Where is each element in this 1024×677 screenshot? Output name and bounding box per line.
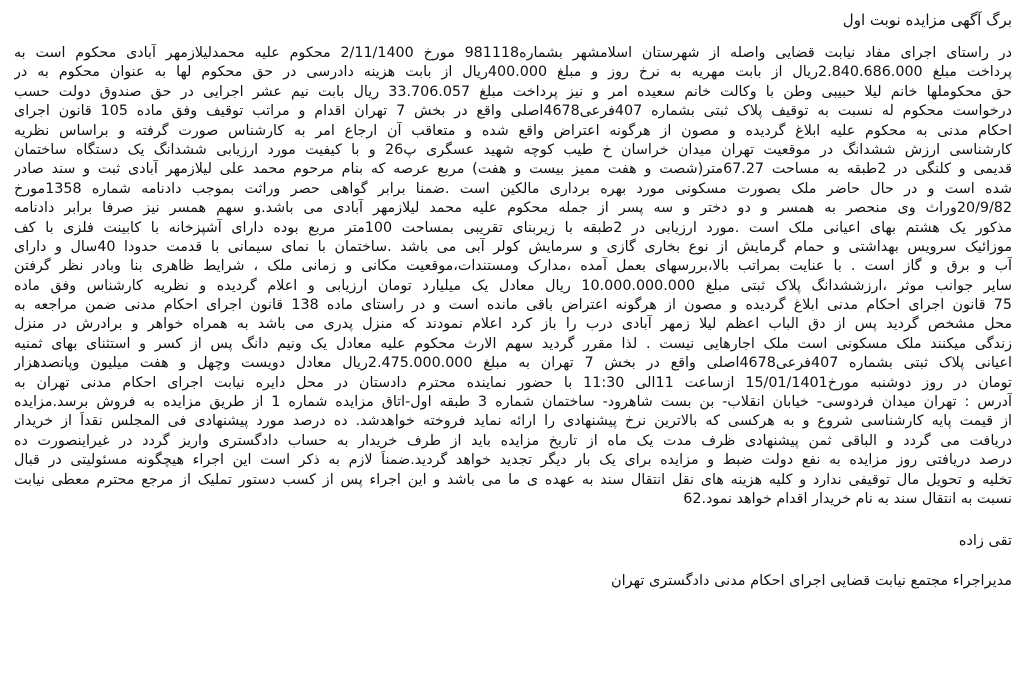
notice-body-line: مذکور یک هشتم بهای اعیانی ملک است .مورد ارزیابی در 2طبقه با زیربنای تقریبی بمساحت 100متر مربع بوده دارای آشپزخانه با کابینت فلزی با کف bbox=[14, 219, 1012, 236]
notice-body-line: تخلیه و تحویل مال توقیفی ندارد و کلیه هزینه های نقل انتقال سند به عهده ی ما می باشد و این اجراء پس از کسب دستور تملیک از مرجع محترم معطی نیابت bbox=[14, 471, 1012, 488]
notice-body-line: زندگی میکنند ملک مسکونی است ملک اجارهایی نیست . لذا مقرر گردید سهم الارث محکوم علیه معادل یک ونیم دانگ پس از کسر و استثنای بهای ثمنیه bbox=[14, 335, 1012, 352]
notice-body-line: اعیانی پلاک ثبتی بشماره 407فرعی4678اصلی واقع در بخش 7 تهران به مبلغ 2.475.000.000ریال معادل دویست وچهل و هفت میلیون وپانصدهزار bbox=[14, 355, 1012, 372]
notice-title: برگ آگهی مزایده نوبت اول bbox=[842, 11, 1012, 29]
notice-body-line: پرداخت مبلغ 2.840.686.000ریال از بابت مهریه به نرخ روز و مبلغ 400.000ریال از بابت هزینه دادرسی در حق محکوم لها به عنوان محکوم به در bbox=[14, 64, 1012, 81]
notice-body-line: آب و برق و گاز است . با عنایت بمراتب بالا،بررسهای بعمل آمده ،مدارک ومستندات،موقعیت مکانی و زمانی ملک ، شرایط ظاهری بنا وبادر نظر گرفتن bbox=[14, 258, 1012, 275]
notice-body-line: موزائیک سرویس بهداشتی و حمام گرمایش از نوع بخاری گازی و سرمایش کولر آبی می باشد .ساختمان با نمای سیمانی با قدمت حدودا 40سال و دارای bbox=[14, 238, 1012, 255]
signer-name: تقی زاده bbox=[958, 533, 1012, 550]
notice-body-line: آدرس : تهران میدان فردوسی- خیابان انقلاب- بن بست شاهرود- ساختمان شماره 3 طبقه اول-اتاق مزایده شماره 1 از طریق مزایده به فروش برسد.مزایده bbox=[14, 394, 1012, 411]
notice-body-line: حق محکوملها خانم لیلا حبیبی وطن با وکالت خانم سعیده امر و نیز پرداخت مبلغ 33.706.057 ریال بابت نیم عشر اجرایی در حق صندوق دولت حسب bbox=[14, 83, 1012, 100]
notice-body-line: کارشناسی ارزش ششدانگ در موقعیت تهران میدان خراسان خ طیب کوچه شهید عسگری پ26 و با کیفیت مورد ارزیابی ششدانگ یک دستگاه ساختمان bbox=[14, 141, 1012, 158]
notice-body-line: درخواست محکوم له نسبت به توقیف پلاک ثبتی بشماره 407فرعی4678اصلی واقع در بخش 7 تهران اقدام و مراتب توقیف وفق ماده 105 قانون اجرای bbox=[14, 103, 1012, 120]
notice-body-line: 20/9/82وراث وی منحصر به همسر و دو دختر و سه پسر از جمله محکوم علیه محمد لیلازمهر آبادی می باشد.و سهم همسر نیز صرفا برابر دادنامه bbox=[14, 200, 1012, 217]
notice-body-line: از قیمت پایه کارشناسی شروع و به هرکسی که بالاترین نرخ پیشنهادی را ارائه نماید فروخته خواهدشد. ده درصد مورد پیشنهادی فی المجلس نقداً از خریدار bbox=[14, 413, 1012, 430]
notice-body-line: سایر جوانب موثر ،ارزششدانگ پلاک ثبتی مبلغ 10.000.000.000 ریال معادل یک میلیارد تومان ارزیابی و اعلام گردیده و نظریه کارشناس وفق ماده bbox=[14, 277, 1012, 294]
notice-body-line: دریافت می گردد و الباقی ثمن پیشنهادی ظرف مدت یک ماه از تاریخ مزایده باید از طرف خریدار به حساب دادگستری واریز گردد در غیراینصورت ده bbox=[14, 432, 1012, 449]
notice-body-line: تومان در روز دوشنبه مورخ15/01/1401 ازساعت 11الی 11:30 با حضور نماینده محترم دادستان در محل دایره نیابت اجرای احکام مدنی تهران به bbox=[14, 374, 1012, 391]
notice-body-line: نسبت به انتقال سند به نام خریدار اقدام خواهد نمود.62 bbox=[683, 490, 1012, 507]
signer-title: مدیراجراء مجتمع نیابت قضایی اجرای احکام مدنی دادگستری تهران bbox=[610, 573, 1012, 590]
notice-body-line: در راستای اجرای مفاد نیابت قضایی واصله از شهرستان اسلامشهر بشماره981118 مورخ 2/11/1400 محکوم علیه محمدلیلازمهر آبادی محکوم است به bbox=[14, 45, 1012, 61]
notice-body-line: 75 قانون اجرای احکام مدنی ابلاغ گردیده و مصون از هرگونه اعتراض باقی مانده است و در راستای ماده 138 قانون اجرای احکام مدنی ضمن مراجعه به bbox=[14, 297, 1012, 314]
notice-body-line: شده است و در حال حاضر ملک بصورت مسکونی مورد بهره برداری مالکین است .ضمنا برابر گواهی حصر وراثت بموجب دادنامه شماره 1358مورخ bbox=[14, 180, 1012, 197]
notice-body-line: احکام مدنی به محکوم علیه ابلاغ گردیده و مصون از هرگونه اعتراض واقع شده و متعاقب آن ارجاع امر به کارشناس صورت گرفته و براساس نظریه bbox=[14, 122, 1012, 139]
notice-body bbox=[14, 44, 1012, 509]
notice-body-line: قدیمی و کلنگی در 2طبقه به مساحت 67.27متر(شصت و هفت ممیز بیست و هفت) مربع عرصه که بنام مرحوم محمد علی لیلازمهر آبادی ثبت و سند صادر bbox=[14, 161, 1012, 178]
notice-body-line: درصد دریافتی روز مزایده به نفع دولت ضبط و مزایده برای یک بار دیگر تجدید خواهد گردید.ضمناً لازم به ذکر است این اجراء هیچگونه مسئولیتی در قبال bbox=[14, 452, 1012, 469]
notice-body-line: محل مشخص گردید پس از دق الباب اعظم لیلا زمهر آبادی درب را باز کرد اعلام نمودند که منزل پدری می باشد به همراه خواهر و برادرش در منزل bbox=[14, 316, 1012, 333]
